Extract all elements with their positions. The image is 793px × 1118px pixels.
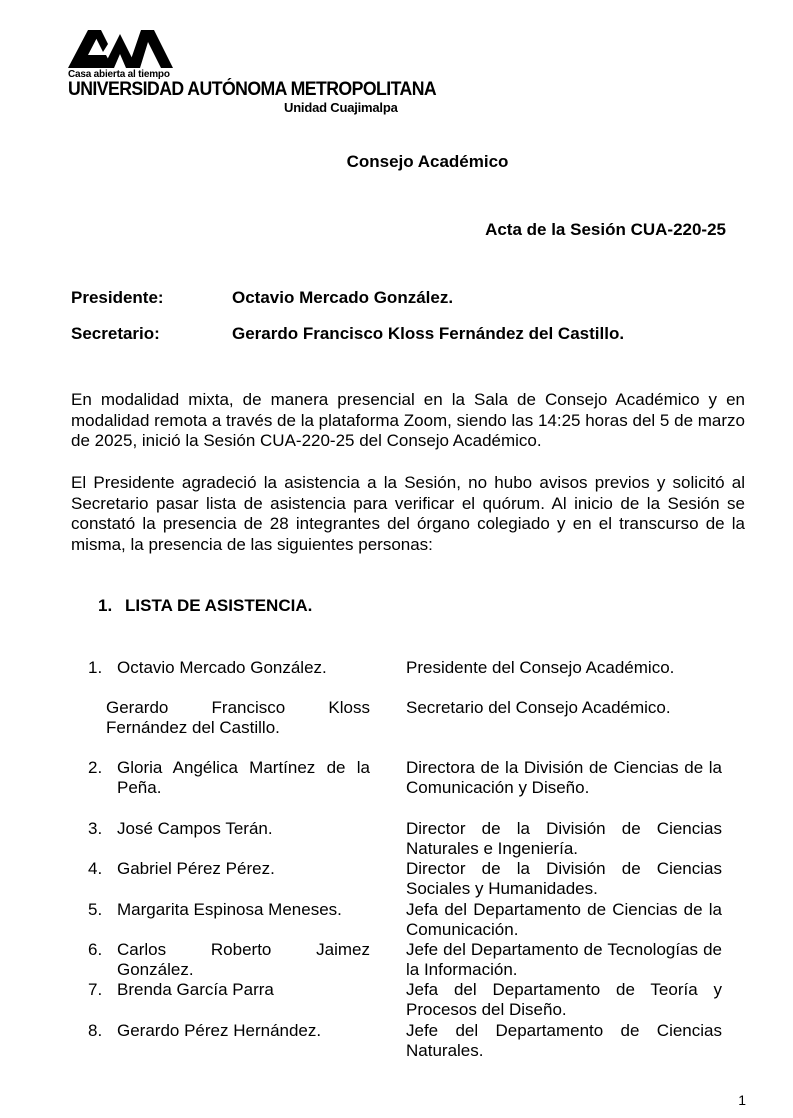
attendance-role: Jefe del Departamento de Tecnologías de la Información. <box>406 940 722 979</box>
attendance-name: Octavio Mercado González. <box>117 658 327 677</box>
university-logo <box>68 28 437 115</box>
page-number: 1 <box>738 1092 746 1108</box>
secretary-name: Gerardo Francisco Kloss Fernández del Castillo. <box>232 324 625 343</box>
attendance-name: Margarita Espinosa Meneses. <box>117 900 342 919</box>
attendance-role: Directora de la División de Ciencias de la Comunicación y Diseño. <box>406 758 722 797</box>
president-row <box>71 288 453 308</box>
attendance-number: 1. <box>88 658 103 677</box>
attendance-name: Gerardo Francisco Kloss Fernández del Castillo. <box>106 698 370 737</box>
document-title: Consejo Académico <box>346 152 509 171</box>
attendance-role: Jefe del Departamento de Ciencias Naturales. <box>406 1021 722 1060</box>
attendance-number: 5. <box>88 900 103 919</box>
logo-university-name: UNIVERSIDAD AUTÓNOMA METROPOLITANA <box>68 79 437 100</box>
attendance-name: José Campos Terán. <box>117 819 273 838</box>
acta-title: Acta de la Sesión CUA-220-25 <box>485 220 726 239</box>
attendance-name: Gerardo Pérez Hernández. <box>117 1021 322 1040</box>
logo-tagline: Casa abierta al tiempo <box>68 69 170 80</box>
attendance-number: 2. <box>88 758 103 777</box>
president-name: Octavio Mercado González. <box>232 288 454 307</box>
quorum-paragraph: El Presidente agradeció la asistencia a la Sesión, no hubo avisos previos y solicitó al Secretario pasar lista de asistencia para verificar el quórum. Al inicio de la Sesión se constató la presencia de 28 integrantes del órgano colegiado y en el transcurso de la misma, la presencia de las siguientes personas: <box>71 473 745 554</box>
attendance-role: Presidente del Consejo Académico. <box>406 658 675 677</box>
uam-emblem-icon <box>68 28 173 68</box>
president-label: Presidente: <box>71 288 164 307</box>
attendance-role: Director de la División de Ciencias Sociales y Humanidades. <box>406 859 722 898</box>
section-heading <box>98 596 312 616</box>
attendance-role: Director de la División de Ciencias Naturales e Ingeniería. <box>406 819 722 858</box>
attendance-number: 4. <box>88 859 103 878</box>
attendance-number: 3. <box>88 819 103 838</box>
attendance-number: 8. <box>88 1021 103 1040</box>
attendance-role: Secretario del Consejo Académico. <box>406 698 671 717</box>
attendance-number: 6. <box>88 940 103 959</box>
section-number: 1. <box>98 596 113 615</box>
attendance-name: Brenda García Parra <box>117 980 274 999</box>
secretary-row <box>71 324 624 344</box>
attendance-role: Jefa del Departamento de Teoría y Procesos del Diseño. <box>406 980 722 1019</box>
logo-unit-name: Unidad Cuajimalpa <box>284 100 398 115</box>
opening-paragraph: En modalidad mixta, de manera presencial en la Sala de Consejo Académico y en modalidad remota a través de la plataforma Zoom, siendo las 14:25 horas del 5 de marzo de 2025, inició la Sesión CUA-220-25 del Consejo Académico. <box>71 390 745 450</box>
secretary-label: Secretario: <box>71 324 160 343</box>
attendance-name: Gloria Angélica Martínez de la Peña. <box>117 758 370 797</box>
attendance-name: Carlos Roberto Jaimez González. <box>117 940 370 979</box>
attendance-name: Gabriel Pérez Pérez. <box>117 859 275 878</box>
attendance-role: Jefa del Departamento de Ciencias de la Comunicación. <box>406 900 722 939</box>
section-title: LISTA DE ASISTENCIA. <box>125 596 313 615</box>
attendance-number: 7. <box>88 980 103 999</box>
